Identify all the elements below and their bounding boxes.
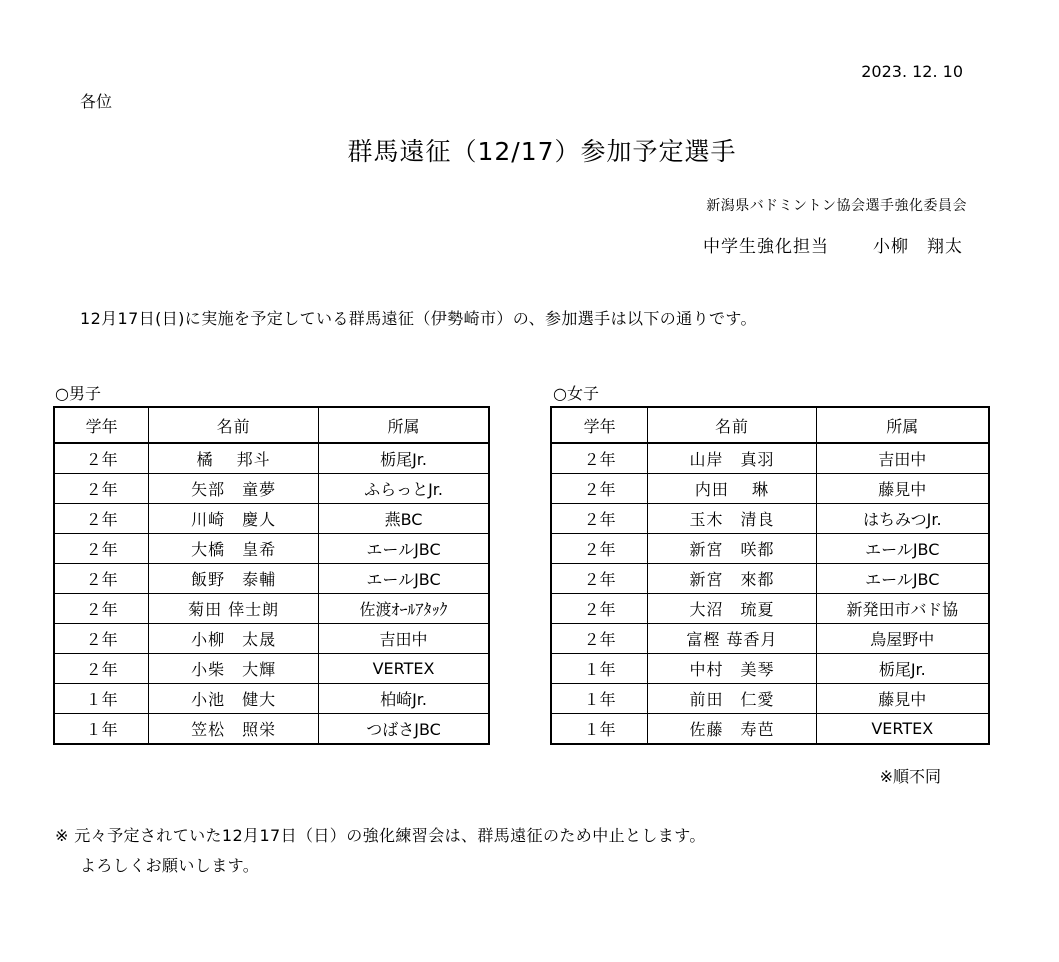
table-row — [54, 534, 489, 564]
cell-affiliation: 栃尾Jr. — [816, 654, 989, 684]
cell-grade: １年 — [551, 654, 648, 684]
cell-name: 新宮 咲都 — [648, 534, 816, 564]
cell-name: 飯野 泰輔 — [149, 564, 319, 594]
cell-affiliation: エールJBC — [319, 564, 489, 594]
cell-name: 山岸 真羽 — [648, 443, 816, 474]
cell-grade: ２年 — [54, 534, 149, 564]
boys-roster-table — [53, 406, 490, 745]
table-row — [551, 654, 989, 684]
cell-affiliation: はちみつJr. — [816, 504, 989, 534]
table-row — [54, 624, 489, 654]
closing-remark: よろしくお願いします。 — [80, 856, 260, 875]
cell-name: 橘 邦斗 — [149, 443, 319, 474]
cell-grade: ２年 — [54, 624, 149, 654]
cell-name: 中村 美琴 — [648, 654, 816, 684]
cell-affiliation: 藤見中 — [816, 474, 989, 504]
cell-grade: ２年 — [551, 624, 648, 654]
cell-affiliation: 鳥屋野中 — [816, 624, 989, 654]
cell-grade: １年 — [54, 714, 149, 745]
header-grade: 学年 — [551, 407, 648, 443]
cell-affiliation: VERTEX — [816, 714, 989, 745]
table-row — [54, 654, 489, 684]
cell-name: 玉木 清良 — [648, 504, 816, 534]
cell-affiliation: 柏崎Jr. — [319, 684, 489, 714]
contact-person — [703, 232, 963, 257]
cell-grade: １年 — [54, 684, 149, 714]
cell-grade: ２年 — [551, 504, 648, 534]
cell-name: 前田 仁愛 — [648, 684, 816, 714]
cell-grade: ２年 — [551, 474, 648, 504]
cancellation-note: ※ 元々予定されていた12月17日（日）の強化練習会は、群馬遠征のため中止とします。 — [55, 826, 706, 845]
table-row — [551, 504, 989, 534]
cell-name: 川崎 慶人 — [149, 504, 319, 534]
cell-grade: ２年 — [551, 564, 648, 594]
cell-name: 菊田 倖士朗 — [149, 594, 319, 624]
cell-affiliation: 燕BC — [319, 504, 489, 534]
cell-name: 大橋 皇希 — [149, 534, 319, 564]
cell-name: 矢部 童夢 — [149, 474, 319, 504]
cell-name: 小池 健大 — [149, 684, 319, 714]
cell-name: 小柴 大輝 — [149, 654, 319, 684]
cell-name: 佐藤 寿芭 — [648, 714, 816, 745]
table-row — [54, 594, 489, 624]
cell-affiliation: 新発田市バド協 — [816, 594, 989, 624]
cell-grade: ２年 — [54, 564, 149, 594]
table-row — [551, 624, 989, 654]
table-row — [54, 443, 489, 474]
document-date: 2023. 12. 10 — [861, 62, 963, 81]
cell-affiliation: 吉田中 — [319, 624, 489, 654]
cell-grade: １年 — [551, 684, 648, 714]
document-title: 群馬遠征（12/17）参加予定選手 — [347, 137, 737, 166]
cell-grade: ２年 — [551, 594, 648, 624]
organization-name: 新潟県バドミントン協会選手強化委員会 — [706, 198, 967, 214]
cell-name: 笠松 照栄 — [149, 714, 319, 745]
cell-affiliation: 吉田中 — [816, 443, 989, 474]
table-row — [54, 504, 489, 534]
table-row — [54, 474, 489, 504]
cell-name: 新宮 來都 — [648, 564, 816, 594]
table-row — [54, 564, 489, 594]
table-row — [551, 714, 989, 745]
cell-affiliation: エールJBC — [319, 534, 489, 564]
girls-roster-table — [550, 406, 990, 745]
header-name: 名前 — [149, 407, 319, 443]
cell-grade: ２年 — [54, 594, 149, 624]
cell-grade: ２年 — [551, 443, 648, 474]
cell-affiliation: 佐渡ｵｰﾙｱﾀｯｸ — [319, 594, 489, 624]
cell-grade: １年 — [551, 714, 648, 745]
table-row — [551, 594, 989, 624]
header-affiliation: 所属 — [319, 407, 489, 443]
header-affiliation: 所属 — [816, 407, 989, 443]
table-row — [551, 684, 989, 714]
cell-grade: ２年 — [54, 443, 149, 474]
intro-text: 12月17日(日)に実施を予定している群馬遠征（伊勢崎市）の、参加選手は以下の通りです。 — [80, 309, 757, 328]
contact-role: 中学生強化担当 — [703, 237, 829, 257]
cell-grade: ２年 — [551, 534, 648, 564]
cell-affiliation: エールJBC — [816, 534, 989, 564]
boys-section-label: ○男子 — [55, 384, 101, 403]
table-row — [54, 714, 489, 745]
cell-affiliation: ふらっとJr. — [319, 474, 489, 504]
table-row — [551, 443, 989, 474]
girls-section-label: ○女子 — [553, 384, 599, 403]
cell-affiliation: VERTEX — [319, 654, 489, 684]
header-grade: 学年 — [54, 407, 149, 443]
contact-name: 小柳 翔太 — [873, 237, 963, 257]
cell-name: 大沼 琉夏 — [648, 594, 816, 624]
cell-affiliation: 栃尾Jr. — [319, 443, 489, 474]
header-name: 名前 — [648, 407, 816, 443]
table-row — [54, 684, 489, 714]
table-row — [551, 564, 989, 594]
table-header-row — [551, 407, 989, 443]
addressee: 各位 — [80, 92, 113, 111]
table-row — [551, 474, 989, 504]
table-row — [551, 534, 989, 564]
cell-affiliation: 藤見中 — [816, 684, 989, 714]
cell-grade: ２年 — [54, 474, 149, 504]
cell-name: 内田 琳 — [648, 474, 816, 504]
cell-affiliation: エールJBC — [816, 564, 989, 594]
table-header-row — [54, 407, 489, 443]
cell-name: 小柳 太晟 — [149, 624, 319, 654]
cell-affiliation: つばさJBC — [319, 714, 489, 745]
unordered-note: ※順不同 — [879, 767, 941, 786]
cell-grade: ２年 — [54, 654, 149, 684]
cell-name: 富樫 苺香月 — [648, 624, 816, 654]
cell-grade: ２年 — [54, 504, 149, 534]
